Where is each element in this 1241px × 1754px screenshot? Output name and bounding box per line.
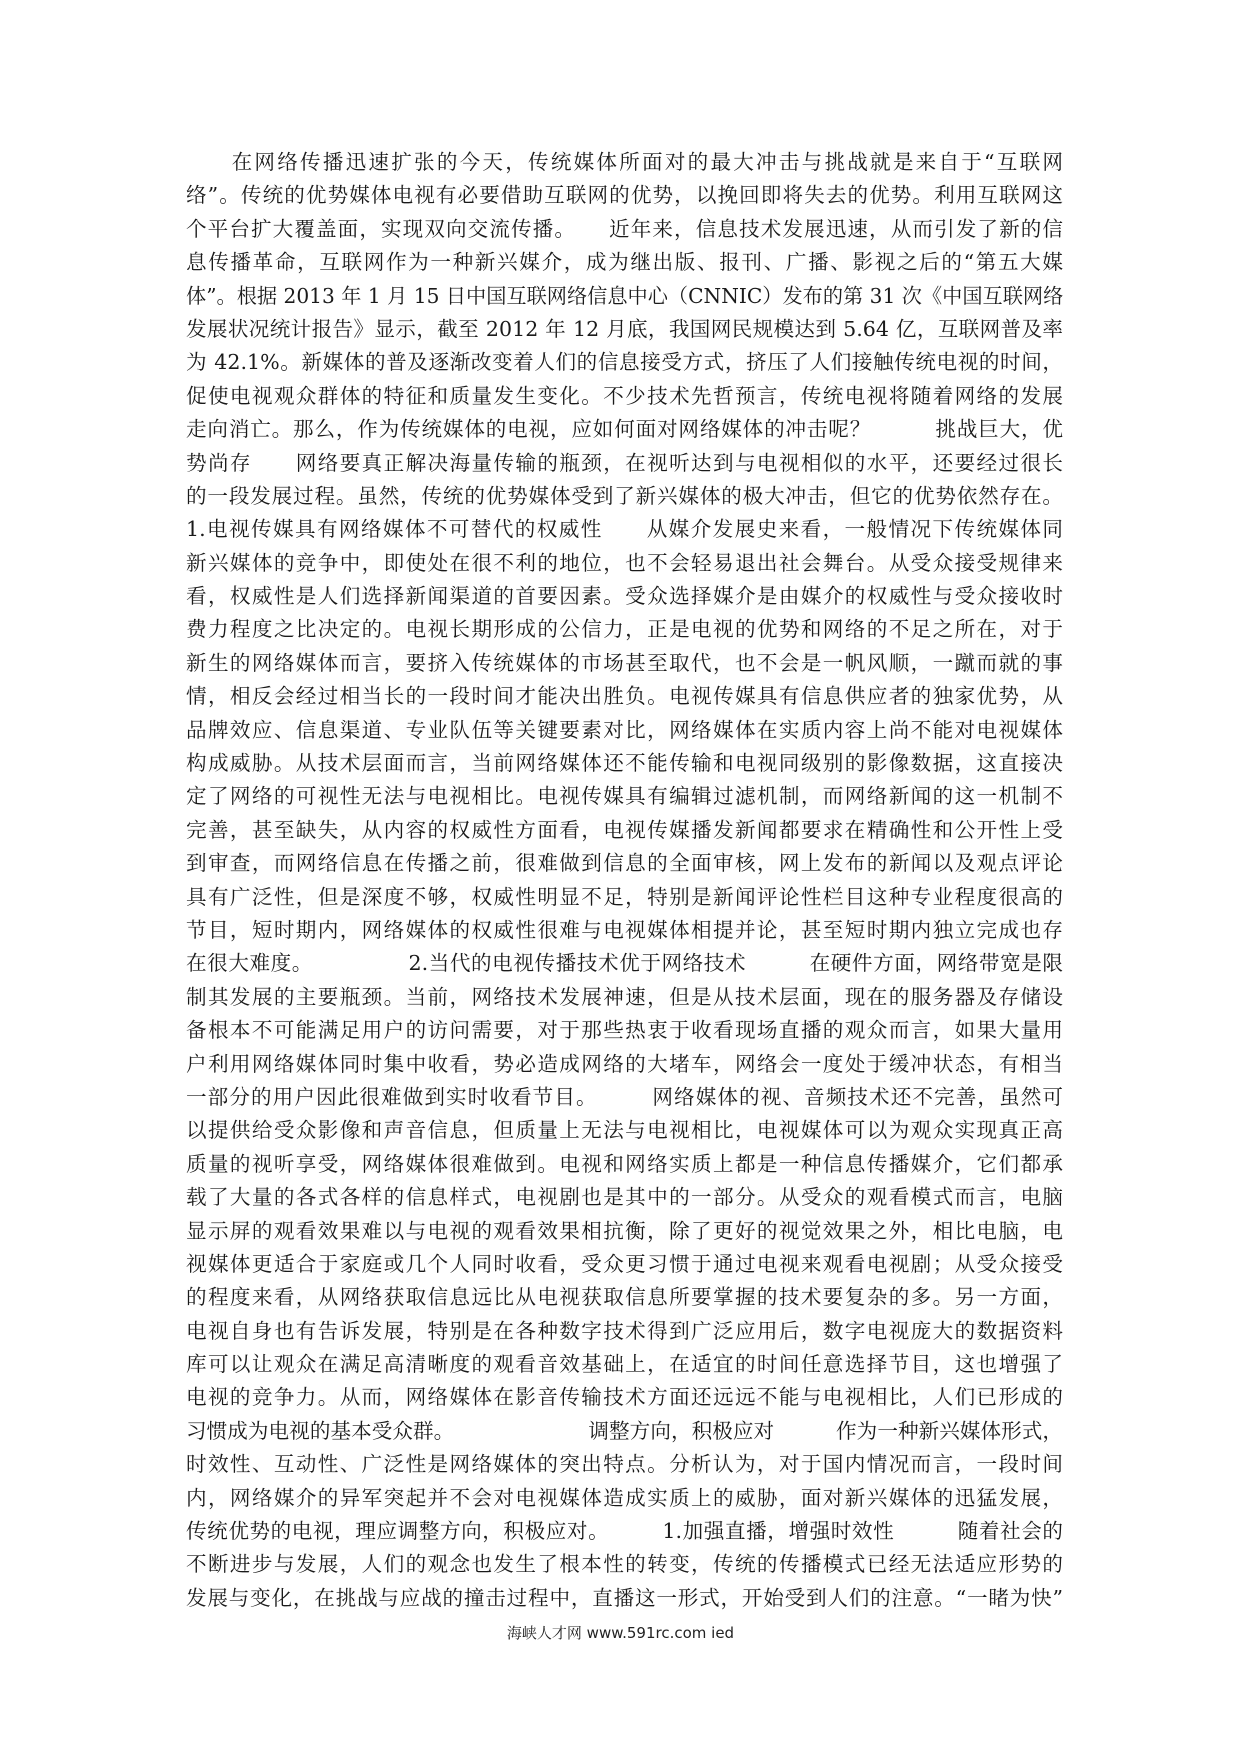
text-line: 具有广泛性，但是深度不够，权威性明显不足，特别是新闻评论性栏目这种专业程度很高的	[186, 884, 1063, 909]
text-line: 的程度来看，从网络获取信息远比从电视获取信息所要掌握的技术要复杂的多。另一方面，	[186, 1285, 1063, 1310]
text-line: 定了网络的可视性无法与电视相比。电视传媒具有编辑过滤机制，而网络新闻的这一机制不	[186, 784, 1063, 809]
text-line: 一部分的用户因此很难做到实时收看节目。 网络媒体的视、音频技术还不完善，虽然可	[186, 1084, 1063, 1109]
text-line: 视媒体更适合于家庭或几个人同时收看，受众更习惯于通过电视来观看电视剧；从受众接受	[186, 1251, 1063, 1276]
text-line: 传统优势的电视，理应调整方向，积极应对。 1.加强直播，增强时效性 随着社会的	[186, 1519, 1063, 1544]
text-line: 促使电视观众群体的特征和质量发生变化。不少技术先哲预言，传统电视将随着网络的发展	[186, 383, 1063, 408]
text-line: 节目，短时期内，网络媒体的权威性很难与电视媒体相提并论，甚至短时期内独立完成也存	[186, 917, 1063, 942]
text-line: 电视的竞争力。从而，网络媒体在影音传输技术方面还远远不能与电视相比，人们已形成的	[186, 1385, 1063, 1410]
text-line: 发展状况统计报告》显示，截至 2012 年 12 月底，我国网民规模达到 5.64 亿，互联网普及率	[186, 316, 1063, 341]
text-line: 品牌效应、信息渠道、专业队伍等关键要素对比，网络媒体在实质内容上尚不能对电视媒体	[186, 717, 1063, 742]
article-body	[186, 146, 1063, 1615]
text-line: 费力程度之比决定的。电视长期形成的公信力，正是电视的优势和网络的不足之所在，对于	[186, 617, 1063, 642]
text-line: 体”。根据 2013 年 1 月 15 日中国互联网络信息中心（CNNIC）发布的第 31 次《中国互联网络	[186, 283, 1063, 308]
text-line: 1.电视传媒具有网络媒体不可替代的权威性 从媒介发展史来看，一般情况下传统媒体同	[186, 517, 1063, 542]
text-line: 构成威胁。从技术层面而言，当前网络媒体还不能传输和电视同级别的影像数据，这直接决	[186, 751, 1063, 776]
text-line: 质量的视听享受，网络媒体很难做到。电视和网络实质上都是一种信息传播媒介，它们都承	[186, 1151, 1063, 1176]
page-footer: 海峡人才网 www.591rc.com ied	[506, 1624, 735, 1642]
text-line: 络”。传统的优势媒体电视有必要借助互联网的优势，以挽回即将失去的优势。利用互联网这	[186, 183, 1063, 208]
text-line: 到审查，而网络信息在传播之前，很难做到信息的全面审核，网上发布的新闻以及观点评论	[186, 851, 1063, 876]
text-line: 库可以让观众在满足高清晰度的观看音效基础上，在适宜的时间任意选择节目，这也增强了	[186, 1352, 1063, 1377]
text-line: 时效性、互动性、广泛性是网络媒体的突出特点。分析认为，对于国内情况而言，一段时间	[186, 1452, 1063, 1477]
text-line: 走向消亡。那么，作为传统媒体的电视，应如何面对网络媒体的冲击呢？ 挑战巨大，优	[186, 417, 1063, 442]
text-line: 显示屏的观看效果难以与电视的观看效果相抗衡，除了更好的视觉效果之外，相比电脑，电	[186, 1218, 1063, 1243]
text-line: 不断进步与发展，人们的观念也发生了根本性的转变，传统的传播模式已经无法适应形势的	[186, 1552, 1063, 1577]
text-line: 新生的网络媒体而言，要挤入传统媒体的市场甚至取代，也不会是一帆风顺，一蹴而就的事	[186, 650, 1063, 675]
text-line: 的一段发展过程。虽然，传统的优势媒体受到了新兴媒体的极大冲击，但它的优势依然存在。	[186, 483, 1063, 508]
text-line: 电视自身也有告诉发展，特别是在各种数字技术得到广泛应用后，数字电视庞大的数据资料	[186, 1318, 1063, 1343]
text-line: 情，相反会经过相当长的一段时间才能决出胜负。电视传媒具有信息供应者的独家优势，从	[186, 684, 1063, 709]
text-line: 习惯成为电视的基本受众群。 调整方向，积极应对 作为一种新兴媒体形式，	[186, 1418, 1063, 1443]
text-line: 息传播革命，互联网作为一种新兴媒介，成为继出版、报刊、广播、影视之后的“第五大媒	[186, 250, 1063, 275]
text-line: 新兴媒体的竞争中，即使处在很不利的地位，也不会轻易退出社会舞台。从受众接受规律来	[186, 550, 1063, 575]
text-line: 制其发展的主要瓶颈。当前，网络技术发展神速，但是从技术层面，现在的服务器及存储设	[186, 984, 1063, 1009]
text-line: 以提供给受众影像和声音信息，但质量上无法与电视相比，电视媒体可以为观众实现真正高	[186, 1118, 1063, 1143]
text-line: 载了大量的各式各样的信息样式，电视剧也是其中的一部分。从受众的观看模式而言，电脑	[186, 1185, 1063, 1210]
text-line: 看，权威性是人们选择新闻渠道的首要因素。受众选择媒介是由媒介的权威性与受众接收时	[186, 584, 1063, 609]
text-line: 势尚存 网络要真正解决海量传输的瓶颈，在视听达到与电视相似的水平，还要经过很长	[186, 450, 1063, 475]
text-line: 完善，甚至缺失，从内容的权威性方面看，电视传媒播发新闻都要求在精确性和公开性上受	[186, 817, 1063, 842]
text-line: 发展与变化，在挑战与应战的撞击过程中，直播这一形式，开始受到人们的注意。“一睹为快”	[186, 1585, 1063, 1610]
text-line: 在网络传播迅速扩张的今天，传统媒体所面对的最大冲击与挑战就是来自于“互联网	[186, 150, 1063, 174]
text-line: 内，网络媒介的异军突起并不会对电视媒体造成实质上的威胁，面对新兴媒体的迅猛发展，	[186, 1485, 1063, 1510]
text-line: 在很大难度。 2.当代的电视传播技术优于网络技术 在硬件方面，网络带宽是限	[186, 951, 1063, 976]
text-line: 户利用网络媒体同时集中收看，势必造成网络的大堵车，网络会一度处于缓冲状态，有相当	[186, 1051, 1063, 1076]
text-line: 个平台扩大覆盖面，实现双向交流传播。 近年来，信息技术发展迅速，从而引发了新的信	[186, 216, 1063, 241]
text-line: 为 42.1%。新媒体的普及逐渐改变着人们的信息接受方式，挤压了人们接触传统电视的时间，	[186, 350, 1063, 375]
text-line: 备根本不可能满足用户的访问需要，对于那些热衷于收看现场直播的观众而言，如果大量用	[186, 1018, 1063, 1043]
